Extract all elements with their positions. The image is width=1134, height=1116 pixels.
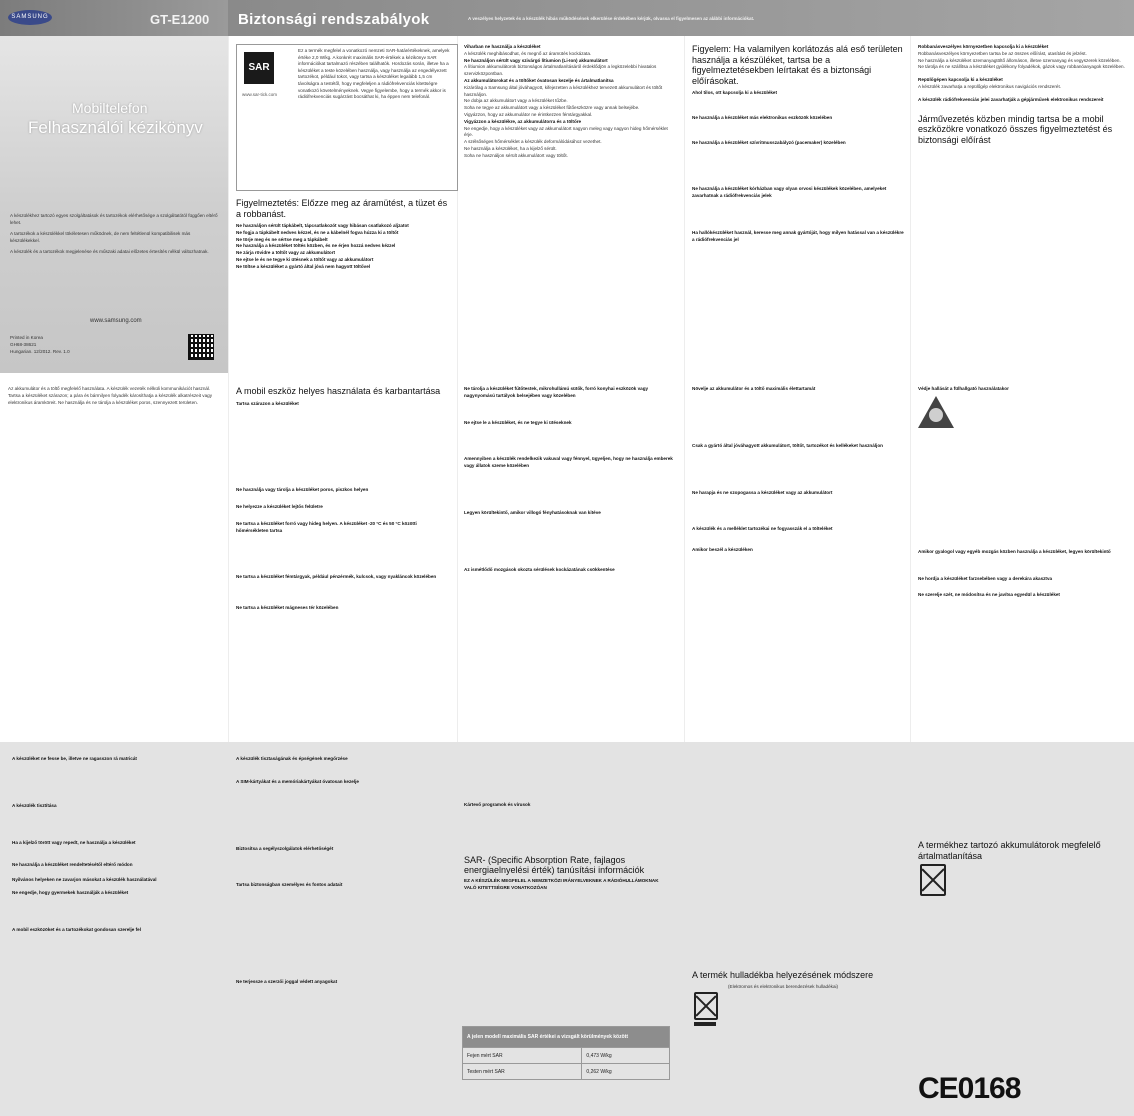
column-storage: [464, 386, 674, 574]
column-item: Tartsa biztonságban személyes és fontos adatait: [236, 882, 343, 888]
column-heading: Ne tárolja a készüléket fűtőtestek, mikrohullámú sütők, forró konyhai eszközök vagy nagynyomású tartályok belsejében vagy közelében: [464, 386, 649, 398]
column-heading: Növelje az akkumulátor és a töltő maximális élettartamát: [692, 386, 816, 391]
column-battery: [464, 44, 674, 160]
column-item: Ne tartsa a készüléket forró vagy hideg helyen. A készüléket -20 °C és 50 °C közötti hőmérsékleten tartsa: [236, 520, 417, 533]
sar-text: Ez a termék megfelel a vonatkozó nemzeti SAR-határértékeknek, amelyek értéke 2,0 W/kg. A konkrét maximális SAR-értékek a kézikönyv SAR információkat tartalmazó részében találhatók. Hordozás során, illetve ha a készüléket a teste közelében használja, vagy használja az engedélyezett tartozékot, például tokot, vagy tartsa a készüléket legalább 1,5 cm távolságra a testétől, hogy megfeleljen a rádiófrekvenciás kitettségre vonatkozó követelményeknek. Vegye figyelembe, hogy a termék akkor is rádiófrekvenciás sugárzást bocsáthat ki, ha éppen nem telefonál.: [298, 48, 450, 100]
column-item: Ne helyezze a készüléket lejtős felületre: [236, 504, 323, 510]
column-line: Ne használjon sérült vagy szivárgó lítiumion (Li-Ion) akkumulátort: [464, 57, 608, 63]
column-item: Ne használja a készüléket szívritmusszabályzó (pacemaker) közelében: [692, 139, 846, 145]
column-line: Vigyázzon a készülékre, az akkumulátorra és a töltőre: [464, 118, 582, 124]
warning-item: Ne használja a készüléket töltés közben, és ne érjen hozzá nedves kézzel: [236, 243, 396, 249]
cover-note: A készülékhez tartozó egyes szolgáltatások és tartozékok elérhetősége a szolgáltatótól függően eltérő lehet.: [10, 213, 218, 225]
column-item: Csak a gyártó által jóváhagyott akkumulátort, töltőt, tartozékot és kellékeket használjon: [692, 442, 883, 448]
column-heading: A készülék tisztaságának és épségének megőrzése: [236, 756, 348, 761]
column-line: A készülék meghibásodhat, és megnő az áramütés kockázata.: [464, 50, 592, 56]
sar-logo: SAR: [244, 52, 274, 84]
section-subtitle: (Elektromos és elektronikus berendezések hulladékai): [728, 983, 839, 989]
column-item: Ne tartsa a készüléket mágneses tér közelében: [236, 605, 339, 611]
sar-label: Testen mért SAR: [463, 1064, 582, 1080]
website-url: www.samsung.com: [90, 318, 142, 324]
column-line: Vigyázzon, hogy az akkumulátor ne érintkezzen fémtárgyakkal.: [464, 111, 593, 117]
sar-value: 0,262 W/kg: [582, 1064, 670, 1080]
sar-label: Fejen mért SAR: [463, 1048, 582, 1064]
bottom-column-1: [12, 756, 222, 934]
column-item: Amennyiben a készülék rendelkezik vakuval vagy fénnyel, ügyeljen, hogy ne használja emberek vagy állatok szeme közelében: [464, 456, 673, 469]
column-item: Ne hordja a készüléket farzsebében vagy a derekára akasztva: [918, 575, 1053, 581]
column-item: Ne használja a készüléket más elektronikus eszközök közelében: [692, 114, 833, 120]
warning-section: [236, 198, 448, 271]
section-title: A termék hulladékba helyezésének módszere: [692, 970, 874, 980]
sar-table-header: A jelen modell maximális SAR értékei a vizsgált körülmények között: [463, 1027, 670, 1048]
column-item: Ne ejtse le a készüléket, és ne tegye ki ütéseknek: [464, 419, 572, 425]
section-title: Járművezetés közben mindig tartsa be a mobil eszközökre vonatkozó összes figyelmeztetést és biztonsági előírást: [918, 113, 1113, 145]
section-title: A termékhez tartozó akkumulátorok megfelelő ártalmatlanítása: [918, 840, 1101, 861]
warning-item: Ne töltse a készüléket a gyártó által jóvá nem hagyott töltővel: [236, 263, 371, 269]
ce-mark: CE0168: [918, 1072, 1021, 1105]
column-item: Ne használja a készüléket rendeltetésétől eltérő módon: [12, 862, 133, 868]
column-line: A szélsőséges hőmérséklet a készülék deformálódásához vezethet.: [464, 139, 602, 145]
crossed-out-bin-icon: [694, 992, 718, 1020]
warning-item: Ne fogja a tápkábelt nedves kézzel, és ne a kábelnél fogva húzza ki a töltőt: [236, 229, 399, 235]
column-item: Legyen körültekintő, amikor villogó fényhatásoknak van kitéve: [464, 509, 601, 515]
cover-note: A tartozékok a készülékkel tökéletesen működnek, de nem feltétlenül kompatibilisek más készülékekkel.: [10, 231, 191, 243]
table-row: [463, 1064, 670, 1080]
column-item: Amikor beszél a készüléken: [692, 547, 753, 553]
column-item: Ne használja vagy tárolja a készüléket poros, piszkos helyen: [236, 487, 369, 493]
column-item: Ne terjessze a szerzői joggal védett anyagokat: [236, 979, 338, 985]
cover-title: Mobiltelefon: [72, 100, 148, 116]
column-care: [236, 386, 448, 612]
warning-item: Ne törje meg és ne sértse meg a tápkábelt: [236, 236, 328, 242]
sar-section-subtitle: EZ A KÉSZÜLÉK MEGFELEL A NEMZETKÖZI IRÁNYELVEKNEK A RÁDIÓHULLÁMOKNAK VALÓ KITETTSÉGRE VONATKOZÓAN: [464, 877, 659, 890]
bottom-column-3: [464, 756, 672, 891]
model-number: GT-E1200: [150, 12, 210, 27]
paragraph: Az akkumulátor és a töltő megfelelő használata. A készülék vezeték nélküli kommunikációt használ. Tartsa a készüléket szárazon; a pára és bármilyen folyadék károsíthatja a készülék alkatrészeit vagy elektronikus áramköreit. Ne használja és ne tárolja a készüléket poros, szennyezett területen.: [8, 386, 213, 405]
column-line: Kizárólag a Samsung által jóváhagyott, kifejezetten a készülékhez tervezett akkumulátort és töltőt használjon.: [464, 84, 663, 97]
column-restricted-areas: [692, 44, 904, 244]
cover-subtitle: Felhasználói kézikönyv: [28, 118, 203, 137]
column-line: Ne használja a készüléket, ha a kijelző sérült.: [464, 145, 557, 151]
column-line: Ne tárolja és ne szállítsa a készüléket gyúlékony folyadékok, gázok vagy robbanóanyagok közelében.: [918, 64, 1125, 70]
cover-note: A készülék és a tartozékok megjelenése és műszaki adatai előzetes értesítés nélkül változhatnak.: [10, 249, 209, 254]
column-line: Ne dobja az akkumulátort vagy a készüléket tűzbe.: [464, 98, 568, 104]
column-item: Tartsa szárazon a készüléket: [236, 400, 299, 406]
section-title: A mobil eszköz helyes használata és karbantartása: [236, 386, 441, 396]
column-line: Ne használja a készüléket üzemanyagtöltő állomáson, illetve üzemanyag és vegyszerek közelében.: [918, 57, 1121, 63]
section-title: Figyelmeztetés: Előzze meg az áramütést, a tüzet és a robbanást.: [236, 198, 448, 219]
sar-url: www.sar-tick.com: [242, 92, 278, 97]
column-item: Ha hallókészüléket használ, keresse meg annak gyártóját, hogy milyen hatással van a készülékre a rádiófrekvenciás jel: [692, 229, 904, 242]
brand-logo: SAMSUNG: [8, 10, 52, 25]
column-item: Nyilvános helyeken ne zavarjon másokat a készülék használatával: [12, 877, 157, 883]
bottom-column-2: [236, 756, 448, 986]
column-line: Az akkumulátorokat és a töltőket óvatosan kezelje és ártalmatlanítsa: [464, 77, 614, 83]
sar-value: 0,473 W/kg: [582, 1048, 670, 1064]
column-item: Az ismétlődő mozgások okozta sérülések kockázatának csökkentése: [464, 566, 615, 572]
column-item: Ne tartsa a készüléket fémtárgyak, például pénzérmék, kulcsok, vagy nyakláncok közelében: [236, 574, 437, 580]
cover-notes: [10, 212, 218, 255]
column-line: A készülék rádiófrekvenciás jelei zavarhatják a gépjárművek elektronikus rendszereit: [918, 96, 1104, 102]
column-explosive: [918, 44, 1128, 145]
print-info: Printed in Korea GH68-38621 Hungarian. 12/2012. Rev. 1.0: [10, 335, 70, 354]
column-battery-life: [692, 386, 902, 554]
column-line: Soha ne használjon sérült akkumulátort vagy töltőt.: [464, 152, 568, 158]
column-line: Soha ne tegye az akkumulátort vagy a készüléket fűtőeszközre vagy annak belsejébe.: [464, 105, 640, 111]
column-item: Ne engedje, hogy gyermekek használják a készüléket: [12, 889, 129, 895]
column-item: A készülék tisztítása: [12, 802, 57, 808]
column-item: A mobil eszközöket és a tartozékokat gondosan szerelje fel: [12, 926, 142, 932]
ear-icon: [929, 408, 943, 422]
crossed-out-bin-icon: [920, 864, 946, 896]
column-hearing: [918, 386, 1128, 599]
column-item: Ahol tilos, ott kapcsolja ki a készüléket: [692, 90, 778, 95]
column-line: Ne engedje, hogy a készüléket vagy az akkumulátort nagyon meleg vagy nagyon hideg hőmérséklet érje.: [464, 125, 668, 138]
column-item: A készülék és a melléklet tartozékai ne fogyasszák el a tölteléket: [692, 526, 833, 532]
header-intro: A veszélyes helyzetek és a készülék hibás működésének elkerülése érdekében kérjük, olvassa el figyelmesen az alábbi információkat.: [468, 16, 755, 21]
warning-item: Ne használjon sérült tápkábelt, tápcsatlakozót vagy hibásan csatlakozó aljzatot: [236, 223, 409, 228]
column-heading: Robbanásveszélyes környezetben kapcsolja ki a készüléket: [918, 44, 1049, 49]
column-item: Amikor gyalogol vagy egyéb mozgás közben használja a készüléket, legyen körültekintő: [918, 548, 1111, 554]
column-line: Repülőgépen kapcsolja ki a készüléket: [918, 77, 1003, 83]
bin-bar: [694, 1022, 716, 1026]
column-line: A lítiumion akkumulátorok biztonságos ártalmatlanításáról érdeklődjön a legközelebbi hivatalos szervizközpontban.: [464, 64, 657, 77]
column-line: A készülék zavarhatja a repülőgép elektronikus navigációs rendszerét.: [918, 83, 1061, 89]
column-item: Biztosítsa a segélyszolgálatok elérhetőségét: [236, 845, 334, 851]
sar-section-title: SAR- (Specific Absorption Rate, fajlagos energiaelnyelési érték) tanúsítási információk: [464, 854, 645, 876]
column-item: A SIM-kártyákat és a memóriakártyákat óvatosan kezelje: [236, 778, 359, 784]
column-heading: A készüléket ne fesse be, illetve ne ragasszon rá matricát: [12, 756, 137, 761]
column-item: Ha a kijelző törött vagy repedt, ne használja a készüléket: [12, 839, 136, 845]
column-item: Ne harapja és ne szopogassa a készüléket vagy az akkumulátort: [692, 489, 833, 495]
bottom-column-5: [918, 840, 1128, 861]
column-heading: Védje hallását a fülhallgató használatakor: [918, 386, 1009, 391]
warning-item: Ne zárja rövidre a töltőt vagy az akkumulátort: [236, 250, 336, 256]
column-line: Robbanásveszélyes környezetben tartsa be az összes előírást, utasítást és jelzést.: [918, 50, 1087, 56]
page-title: Biztonsági rendszabályok: [238, 11, 430, 28]
qr-code-icon: [188, 334, 214, 360]
column-heading: Kártevő programok és vírusok: [464, 802, 531, 807]
sar-table: [462, 1026, 670, 1080]
column-item: Ne szerelje szét, ne módosítsa és ne javítsa egyedül a készüléket: [918, 592, 1060, 598]
table-row: [463, 1048, 670, 1064]
column-heading: Figyelem: Ha valamilyen korlátozás alá eső területen használja a készüléket, tartsa be a figyelmeztetésekben leírtakat és a biztonsági előírásokat.: [692, 44, 903, 86]
bottom-column-4: [692, 970, 902, 990]
warning-item: Ne ejtse le és ne tegye ki ütésnek a töltőt vagy az akkumulátort: [236, 256, 374, 262]
column-item: Ne használja a készüléket kórházban vagy olyan orvosi készülékek közelében, amelyeket zavarhatnak a rádiófrekvenciás jelek: [692, 186, 887, 199]
mid-left-text: [8, 386, 220, 406]
column-heading: Viharban ne használja a készüléket: [464, 44, 541, 49]
